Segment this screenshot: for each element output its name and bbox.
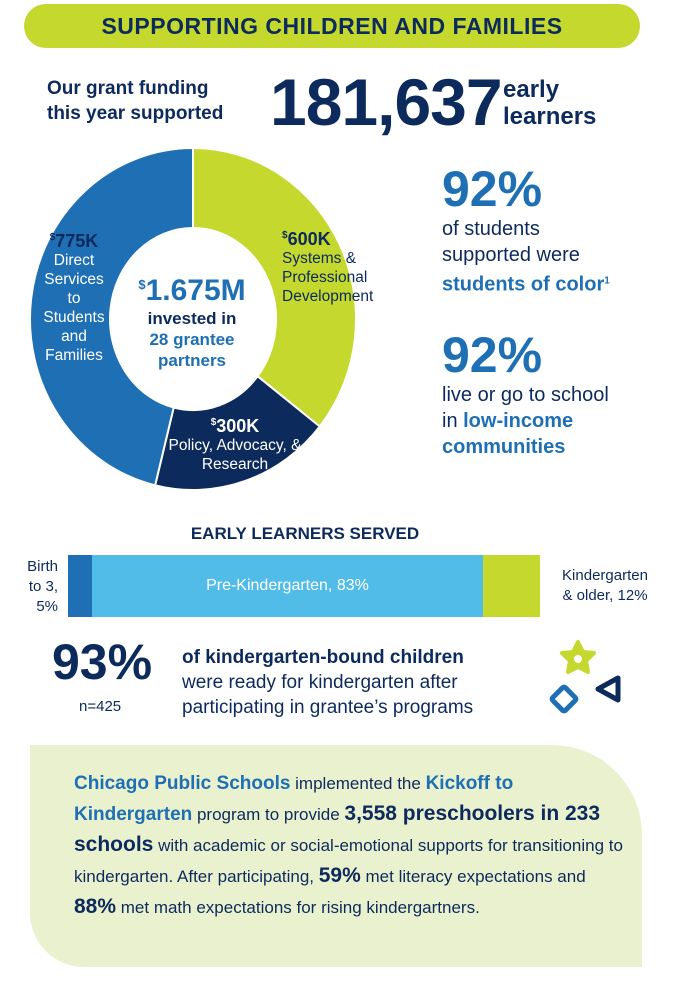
callout-program: Kickoff to Kindergarten: [74, 773, 514, 825]
total-invested: 1.675M: [145, 274, 246, 307]
diamond-icon: [551, 686, 576, 711]
callout-text-4: met literacy expectations and: [360, 867, 586, 886]
segment-value: 775K: [55, 231, 99, 251]
segment-policy: [150, 413, 320, 474]
learners-count: 181,637: [270, 65, 502, 139]
intro-suffix-2: learners: [503, 103, 597, 130]
bar-segment-kindergarten: [483, 555, 540, 617]
center-line-3: partners: [157, 351, 227, 370]
stat-students-of-color: [442, 162, 610, 298]
bar-label-line: to 3,: [28, 578, 58, 595]
stat-highlight: low-income: [463, 410, 574, 432]
star-icon: [562, 642, 594, 672]
readiness-line: participating in grantee’s programs: [182, 697, 474, 718]
callout-text-1: implemented the: [290, 774, 426, 793]
segment-label-line: and: [61, 328, 87, 345]
bar-label-line: Kindergarten: [562, 567, 648, 584]
segment-label-line: to: [67, 290, 81, 307]
stat-prefix: in: [442, 410, 464, 432]
intro-suffix-1: early: [503, 76, 560, 103]
footnote-marker: 1: [604, 275, 610, 286]
donut-center-text: [112, 268, 272, 371]
segment-systems: [282, 226, 373, 306]
stat-line: supported were: [442, 244, 580, 266]
readiness-bold: of kindergarten-bound children: [182, 647, 464, 668]
stat-line: of students: [442, 218, 540, 240]
dollar-sign: $: [210, 417, 217, 428]
segment-label-line: Systems &: [282, 250, 357, 267]
dollar-sign: $: [138, 277, 146, 292]
readiness-pct: 93%: [52, 634, 153, 690]
dollar-sign: $: [49, 232, 56, 243]
segment-value: 300K: [216, 416, 260, 436]
stat-highlight: communities: [442, 436, 566, 458]
intro-text: [47, 76, 223, 126]
bar-segment-birth: [68, 555, 92, 617]
bar-label-line: & older, 12%: [562, 587, 648, 604]
stat-pct: 92%: [442, 327, 543, 383]
kindergarten-label: [549, 566, 661, 606]
stat-low-income: [442, 328, 609, 460]
segment-label-line: Development: [282, 288, 374, 305]
callout-literacy-pct: 59%: [318, 864, 361, 887]
readiness-text: [182, 645, 473, 720]
stat-highlight: students of color: [442, 273, 605, 296]
learners-title: EARLY LEARNERS SERVED: [190, 524, 420, 543]
segment-direct-services: [28, 228, 120, 365]
center-line-1: invested in: [147, 309, 237, 328]
callout-preschoolers: 3,558 preschoolers in 233 schools: [74, 802, 601, 856]
bar-segment-prek: [92, 555, 484, 617]
segment-label-line: Students: [43, 309, 105, 326]
center-line-2: 28 grantee: [149, 330, 235, 349]
callout-text: [74, 769, 624, 923]
callout-text-3: with academic or social-emotional supports for transitioning to kindergarten. After participating,: [74, 836, 623, 886]
intro-line-1: Our grant funding: [47, 78, 209, 99]
decorative-shapes: [546, 636, 636, 716]
intro-line-2: this year supported: [47, 103, 224, 124]
bar-label-line: Birth: [27, 558, 58, 575]
callout-org: Chicago Public Schools: [74, 773, 291, 794]
readiness-n: n=425: [79, 698, 122, 715]
intro-suffix: [503, 76, 596, 130]
birth-label: [14, 557, 58, 617]
prek-label: Pre-Kindergarten, 83%: [206, 577, 369, 594]
segment-label-line: Direct: [53, 252, 95, 269]
callout-text-2: program to provide: [192, 805, 345, 824]
bar-label-line: 5%: [36, 598, 58, 615]
dollar-sign: $: [282, 230, 288, 241]
stat-line: live or go to school: [442, 384, 609, 406]
triangle-icon: [598, 678, 618, 700]
readiness-line: were ready for kindergarten after: [182, 672, 458, 693]
stat-pct: 92%: [442, 161, 543, 217]
learners-bar: [68, 555, 540, 617]
segment-value: 600K: [287, 229, 331, 249]
page-title: SUPPORTING CHILDREN AND FAMILIES: [101, 12, 563, 39]
segment-label-line: Professional: [282, 269, 368, 286]
callout-math-pct: 88%: [74, 895, 117, 918]
segment-label-line: Services: [44, 271, 104, 288]
segment-label-line: Policy, Advocacy, &: [168, 437, 302, 454]
callout-text-5: met math expectations for rising kindergartners.: [116, 898, 480, 917]
segment-label-line: Research: [201, 456, 269, 473]
header-banner: [24, 4, 640, 48]
segment-label-line: Families: [45, 347, 103, 364]
